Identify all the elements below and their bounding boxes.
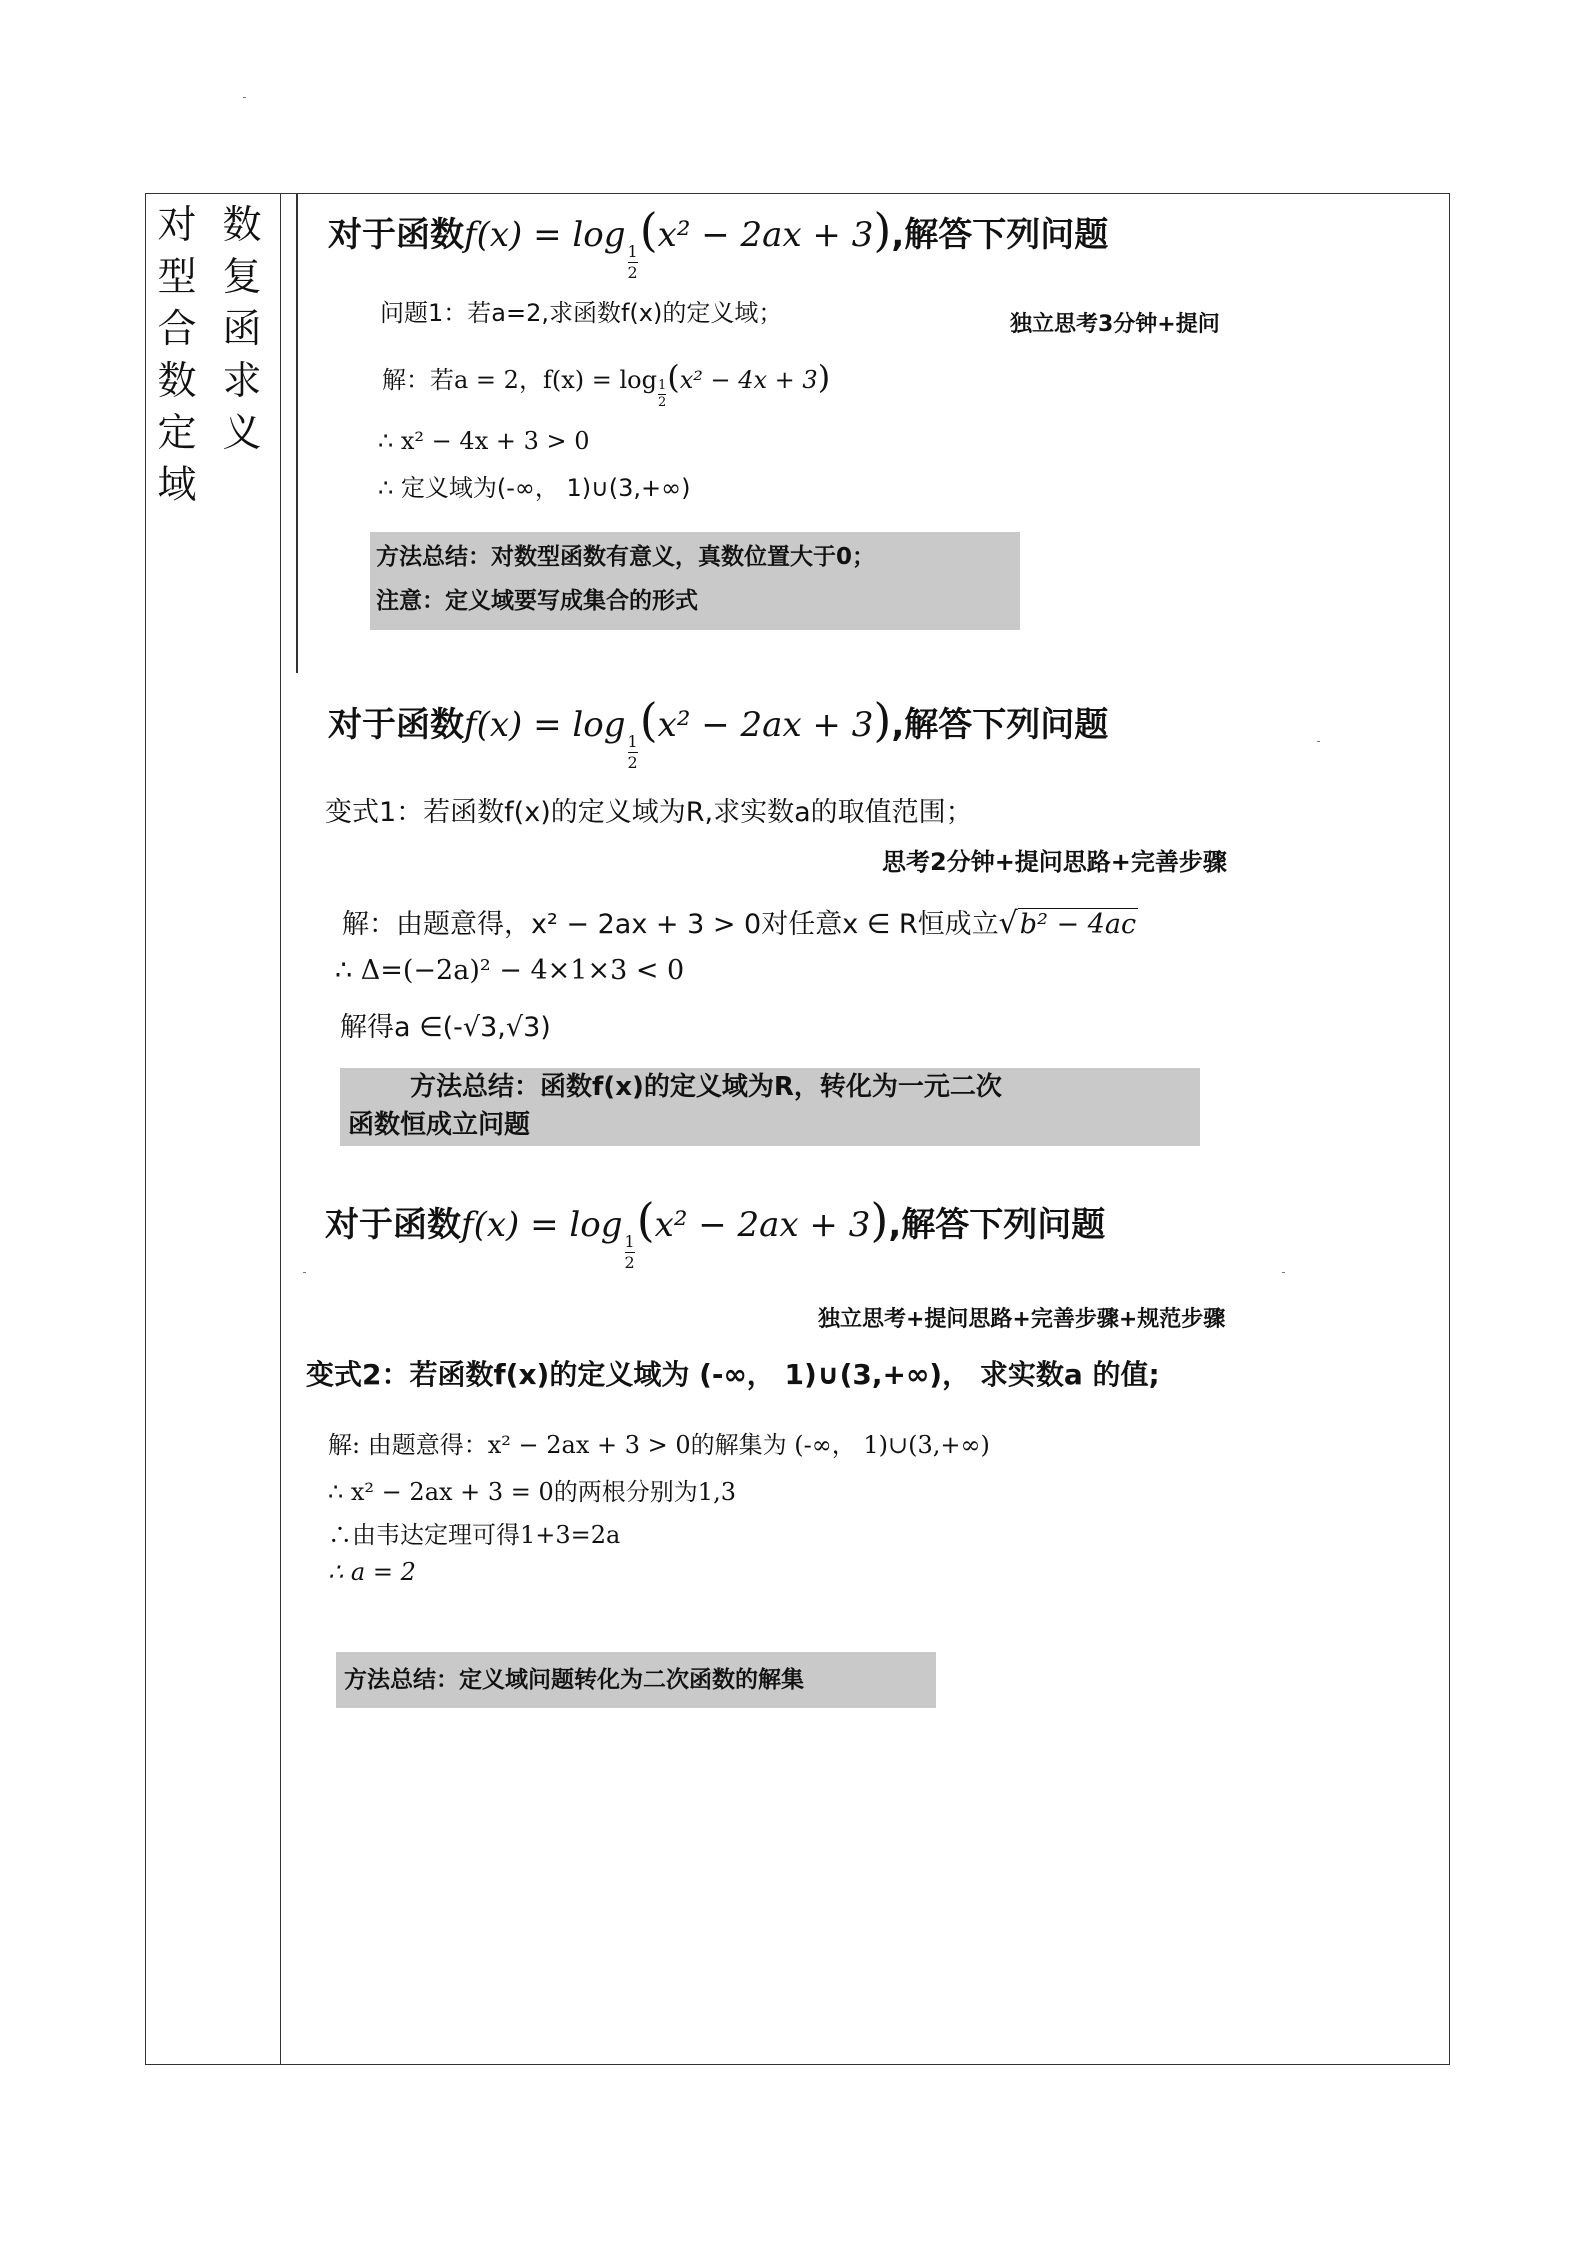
summary-line: 函数恒成立问题 [348,1110,531,1140]
title-char: 函 [222,307,262,352]
intro-func: f(x) = log [464,705,626,745]
method-summary-box [336,1652,936,1708]
title-char: 域 [157,463,197,508]
summary-line: 方法总结：对数型函数有意义，真数位置大于0； [376,544,876,570]
section-divider [296,193,298,673]
variant1-tag: 思考2分钟+提问思路+完善步骤 [882,848,1227,876]
variant1-solution-line3: 解得a ∈(-√3,√3) [340,1012,551,1043]
p1-line1-b: x² − 4x + 3 [679,366,818,394]
title-char: 定 [157,411,197,456]
base-numerator: 1 [627,242,638,261]
p1-line1-a: 解：若a = 2，f(x) = log [382,366,657,394]
intro-prefix: 对于函数 [328,215,464,255]
scan-speck [243,97,246,98]
intro-prefix: 对于函数 [328,705,464,745]
variant1-solution-line2: ∴ Δ=(−2a)² − 4×1×3 < 0 [335,955,685,986]
base-numerator: 1 [657,378,667,393]
variant2-solution-line4: ∴ a = 2 [328,1558,416,1586]
function-intro: 对于函数$f(x) = \log\frac{1}{2}(x^2 - 2ax + 3)$,解答下列问题 [328,693,1109,772]
intro-arg: x² − 2ax + 3 [657,705,874,745]
function-intro: 对于函数$f(x) = \log\frac{1}{2}(x^2 - 2ax + 3)$,解答下列问题 [328,203,1109,282]
title-char: 复 [222,255,262,300]
scan-speck [303,1272,306,1273]
scan-speck [1317,741,1320,742]
title-char: 合 [157,307,197,352]
intro-suffix: 解答下列问题 [901,1205,1106,1245]
summary-line: 方法总结：函数f(x)的定义域为R，转化为一元二次 [410,1072,1002,1102]
problem1-solution-line2: ∴ x² − 4x + 3 > 0 [378,427,590,455]
title-char: 对 [157,203,197,248]
column-divider [280,193,281,2065]
function-intro: 对于函数$f(x) = \log\frac{1}{2}(x^2 - 2ax + 3)$,解答下列问题 [325,1193,1106,1272]
log-base [625,1233,635,1272]
variant2-tag: 独立思考+提问思路+完善步骤+规范步骤 [818,1307,1226,1332]
title-char: 义 [222,411,262,456]
variant2-solution-line3: ∴由韦达定理可得1+3=2a [328,1521,621,1549]
title-char: 数 [222,203,262,248]
problem1-tag: 独立思考3分钟+提问 [1010,312,1220,337]
log-base [628,733,638,772]
intro-arg: x² − 2ax + 3 [654,1205,871,1245]
variant2-solution-line2: ∴ x² − 2ax + 3 = 0的两根分别为1,3 [328,1478,736,1506]
summary-line: 注意：定义域要写成集合的形式 [376,588,698,614]
base-denominator: 2 [627,753,638,772]
intro-func: f(x) = log [464,215,626,255]
title-char: 型 [157,255,197,300]
problem1-solution-line1: 解：若a = 2，$f(x) = \log\frac{1}{2}(x^2 - 4x + 3)$ [382,358,831,410]
variant2-solution-line1: 解: 由题意得：x² − 2ax + 3 > 0的解集为 (-∞， 1)∪(3,+∞) [328,1431,990,1459]
variant1-question: 变式1：若函数f(x)的定义域为R,求实数a的取值范围； [325,797,973,828]
method-summary-box [370,532,1020,630]
title-char: 数 [157,359,197,404]
log-base [628,243,638,282]
title-char: 求 [222,359,262,404]
log-base [658,379,666,410]
variant2-question: 变式2：若函数f(x)的定义域为 (-∞， 1)∪(3,+∞)， 求实数a 的值; [306,1358,1160,1391]
base-numerator: 1 [624,1232,635,1251]
problem1-solution-line3: ∴ 定义域为(-∞， 1)∪(3,+∞) [378,474,691,502]
title-column-1 [155,200,199,512]
intro-arg: x² − 2ax + 3 [657,215,874,255]
problem1-question: 问题1：若a=2,求函数f(x)的定义域； [380,299,783,327]
base-denominator: 2 [627,263,638,282]
base-numerator: 1 [627,732,638,751]
intro-func: f(x) = log [461,1205,623,1245]
intro-suffix: 解答下列问题 [904,215,1109,255]
base-denominator: 2 [657,395,667,410]
title-column-2 [220,200,264,460]
v1-sqrt: b² − 4ac [1019,909,1137,940]
v1-line1: 解：由题意得，x² − 2ax + 3 > 0对任意x ∈ R恒成立 [342,909,999,940]
scan-speck [1282,1272,1285,1273]
variant1-solution-line1: 解：由题意得，x² − 2ax + 3 > 0对任意x ∈ R恒成立√b² − 4ac [342,906,1137,941]
summary-line: 方法总结：定义域问题转化为二次函数的解集 [344,1667,804,1693]
method-summary-box [340,1068,1200,1146]
intro-prefix: 对于函数 [325,1205,461,1245]
base-denominator: 2 [624,1253,635,1272]
intro-suffix: 解答下列问题 [904,705,1109,745]
